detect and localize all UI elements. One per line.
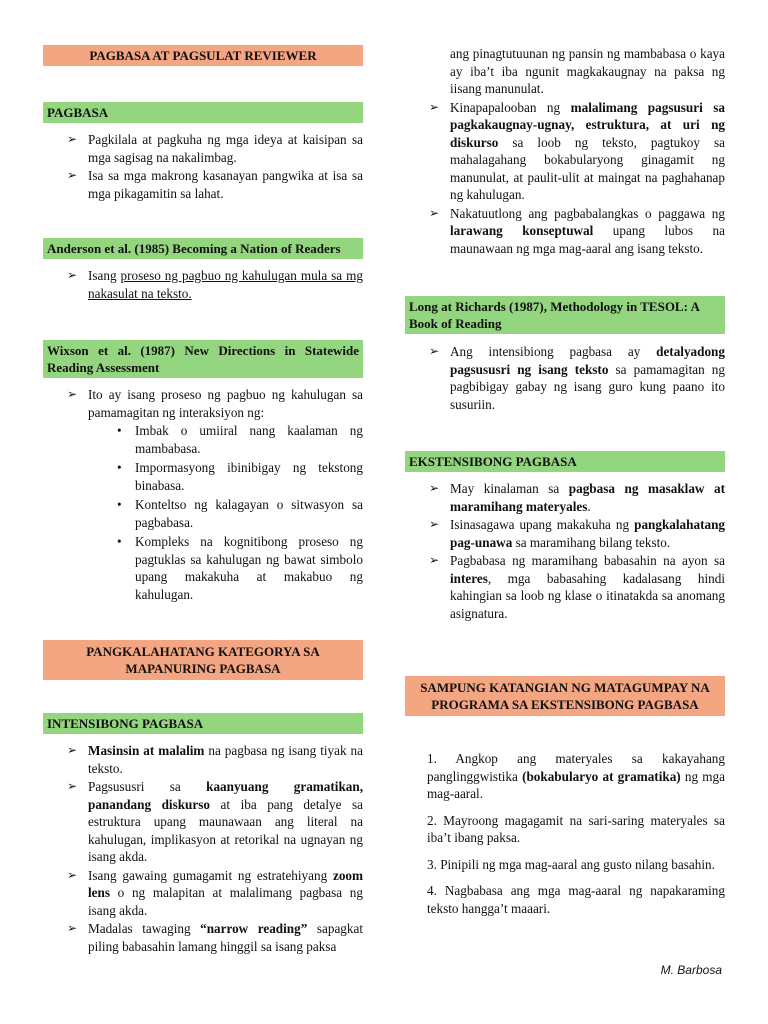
list-item: ➢ Masinsin at malalim na pagbasa ng isang tiyak na teksto. bbox=[67, 743, 363, 776]
pagbasa-heading: PAGBASA bbox=[43, 102, 363, 123]
arrow-bullet-icon: ➢ bbox=[429, 553, 440, 567]
arrow-bullet-icon: ➢ bbox=[429, 99, 440, 114]
sampung-section bbox=[405, 750, 725, 926]
arrow-bullet-icon: ➢ bbox=[429, 517, 440, 531]
sub-list-item: • Konteltso ng kalagayan o sitwasyon sa pagbabasa. bbox=[117, 497, 363, 530]
arrow-bullet-icon: ➢ bbox=[67, 132, 78, 146]
wixson-heading: Wixson et al. (1987) New Directions in Statewide Reading Assessment bbox=[43, 340, 363, 378]
long-section bbox=[405, 343, 725, 414]
arrow-bullet-icon: ➢ bbox=[67, 743, 78, 757]
list-item: ➢ Ang intensibiong pagbasa ay detalyadong pagsususri ng isang teksto sa pamamagitan ng pagbibigay gabay ng isang guro kung paano ito susuriin. bbox=[429, 344, 725, 412]
list-item: ➢ Kinapapalooban ng malalimang pagsusuri sa pagkakaugnay-ugnay, estruktura, at uri ng diskurso sa loob ng teksto, pagtukoy sa mahalagahang bokabularyong ginagamit ng manunulat, at paulit-ulit at maingat na paghahanap ng kahulugan. bbox=[429, 99, 726, 202]
arrow-bullet-icon: ➢ bbox=[429, 205, 440, 220]
kategorya-heading: PANGKALAHATANG KATEGORYA SA MAPANURING PAGBASA bbox=[43, 640, 363, 680]
pagbasa-section bbox=[43, 131, 363, 203]
reviewer-title: PAGBASA AT PAGSULAT REVIEWER bbox=[43, 45, 363, 66]
list-item: ➢ Pagbabasa ng maramihang babasahin na ayon sa interes, mga babasahing kadalasang hindi kahingian sa loob ng klase o itinatakda sa anomang asignatura. bbox=[429, 553, 725, 621]
arrow-bullet-icon: ➢ bbox=[67, 168, 78, 182]
arrow-bullet-icon: ➢ bbox=[67, 387, 78, 401]
list-item: ➢ Isinasagawa upang makakuha ng pangkalahatang pag-unawa sa maramihang bilang teksto. bbox=[429, 517, 725, 550]
bullet-dot-icon: • bbox=[117, 423, 122, 438]
author-signature: M. Barbosa bbox=[660, 963, 722, 977]
intensibo-section bbox=[43, 742, 363, 956]
list-item: ➢ Isang gawaing gumagamit ng estratehiyang zoom lens o ng malapitan at malalimang pagbasa ng isang akda. bbox=[67, 867, 363, 918]
arrow-bullet-icon: ➢ bbox=[429, 481, 440, 495]
numbered-item: 2. Mayroong magagamit na sari-saring materyales sa iba’t ibang paksa. bbox=[427, 812, 725, 845]
wixson-section bbox=[43, 386, 363, 605]
list-item: ➢ Isa sa mga makrong kasanayan pangwika at isa sa mga pikagamitin sa lahat. bbox=[67, 168, 363, 201]
bullet-dot-icon: • bbox=[117, 497, 122, 512]
ekstensibo-heading: EKSTENSIBONG PAGBASA bbox=[405, 451, 725, 472]
numbered-item: 1. Angkop ang materyales sa kakayahang panglinggwistika (bokabularyo at gramatika) ng mga mag-aaral. bbox=[427, 751, 725, 801]
arrow-bullet-icon: ➢ bbox=[67, 921, 78, 935]
bullet-dot-icon: • bbox=[117, 534, 122, 549]
anderson-section bbox=[43, 267, 363, 303]
sub-list-item: • Kompleks na kognitibong proseso ng pagtuklas sa kahulugan ng bawat simbolo upang makakuha at makabuo ng kahulugan. bbox=[117, 534, 363, 602]
ekstensibo-section bbox=[405, 480, 725, 623]
sub-list-item: • Imbak o umiiral nang kaalaman ng mambabasa. bbox=[117, 423, 363, 456]
list-item: ➢ May kinalaman sa pagbasa ng masaklaw at maramihang materyales. bbox=[429, 481, 725, 514]
arrow-bullet-icon: ➢ bbox=[67, 268, 78, 282]
intensibo-heading: INTENSIBONG PAGBASA bbox=[43, 713, 363, 734]
list-item: ➢ Ito ay isang proseso ng pagbuo ng kahulugan sa pamamagitan ng interaksiyon ng: bbox=[67, 387, 363, 420]
list-item: ➢ Isang proseso ng pagbuo ng kahulugan mula sa mg nakasulat na teksto. bbox=[67, 268, 363, 301]
list-item: ➢ Pagkilala at pagkuha ng mga ideya at kaisipan sa mga sagisag na nakalimbag. bbox=[67, 132, 363, 165]
anderson-heading: Anderson et al. (1985) Becoming a Nation of Readers bbox=[43, 238, 363, 259]
sampung-heading: SAMPUNG KATANGIAN NG MATAGUMPAY NA PROGRAMA SA EKSTENSIBONG PAGBASA bbox=[405, 676, 725, 716]
numbered-item: 3. Pinipili ng mga mag-aaral ang gusto nilang basahin. bbox=[427, 856, 715, 872]
list-item-continued: ang pinagtutuunan ng pansin ng mambabasa o kaya ay iba’t iba ngunit magkakaugnay na paksa ng iisang manunulat. bbox=[450, 46, 725, 96]
continued-section bbox=[405, 45, 725, 258]
bullet-dot-icon: • bbox=[117, 460, 122, 475]
sub-list-item: • Impormasyong ibinibigay ng tekstong binabasa. bbox=[117, 460, 363, 493]
arrow-bullet-icon: ➢ bbox=[429, 344, 440, 358]
list-item: ➢ Nakatuutlong ang pagbabalangkas o paggawa ng larawang konseptuwal upang lubos na maunawaan ng mga mag-aaral ang isang teksto. bbox=[429, 205, 725, 256]
numbered-item: 4. Nagbabasa ang mga mag-aaral ng napakaraming teksto hangga’t maaari. bbox=[427, 883, 725, 916]
list-item: ➢ Madalas tawaging “narrow reading” sapagkat piling babasahin lamang hinggil sa isang paksa bbox=[67, 921, 364, 954]
list-item: ➢ Pagsususri sa kaanyuang gramatikan, panandang diskurso at iba pang detalye sa estruktura upang maunawaan ang literal na kahulugan, implikasyon at retorikal na ugnayan ng isang akda. bbox=[67, 779, 363, 864]
arrow-bullet-icon: ➢ bbox=[67, 779, 78, 793]
arrow-bullet-icon: ➢ bbox=[67, 867, 78, 882]
long-heading: Long at Richards (1987), Methodology in TESOL: A Book of Reading bbox=[405, 296, 725, 334]
